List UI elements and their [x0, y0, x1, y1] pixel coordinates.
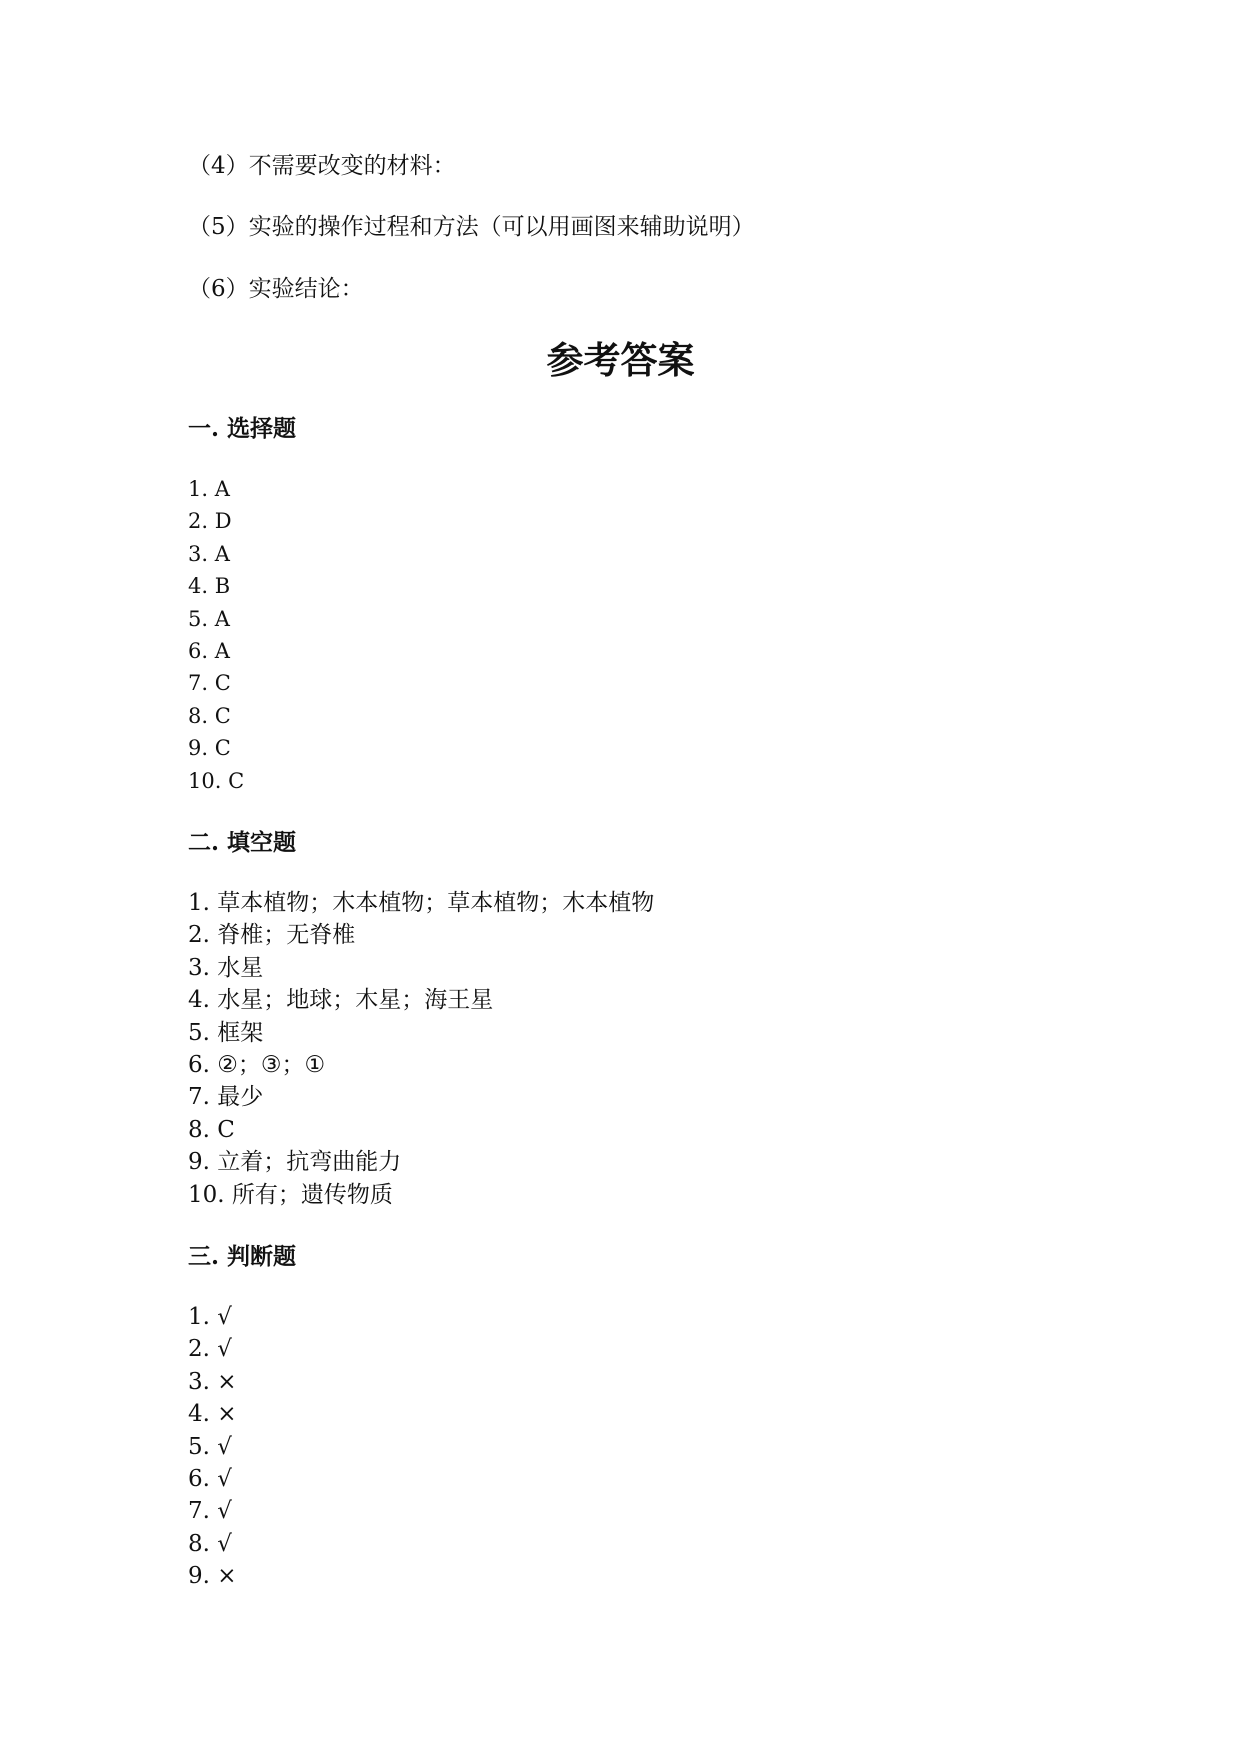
list-item: 4. ×	[188, 1401, 237, 1428]
list-item: 5. √	[188, 1433, 232, 1460]
true-false-answers	[188, 1301, 237, 1593]
list-item: 10. 所有；遗传物质	[188, 1181, 393, 1208]
question-4-materials-unchanged: （4）不需要改变的材料：	[188, 153, 456, 179]
question-6-experiment-conclusion: （6）实验结论：	[188, 276, 364, 302]
list-item: 5. A	[188, 606, 230, 631]
list-item: 1. √	[188, 1304, 232, 1330]
list-item: 7. 最少	[188, 1084, 264, 1111]
list-item: 6. ②；③；①	[188, 1051, 326, 1078]
question-5-experiment-procedure: （5）实验的操作过程和方法（可以用画图来辅助说明）	[188, 214, 755, 240]
list-item: 3. A	[188, 541, 230, 566]
section-heading-true-false: 三. 判断题	[188, 1243, 297, 1270]
fill-in-blank-answers	[188, 887, 654, 1211]
list-item: 10. C	[188, 768, 245, 793]
list-item: 4. 水星；地球；木星；海王星	[188, 987, 494, 1014]
list-item: 9. 立着；抗弯曲能力	[188, 1149, 402, 1176]
list-item: 4. B	[188, 574, 231, 599]
list-item: 7. C	[188, 671, 231, 696]
list-item: 3. 水星	[188, 954, 264, 981]
list-item: 9. C	[188, 736, 231, 761]
list-item: 6. A	[188, 638, 230, 663]
list-item: 2. 脊椎；无脊椎	[188, 922, 356, 949]
list-item: 8. √	[188, 1530, 232, 1557]
list-item: 8. C	[188, 703, 231, 728]
multiple-choice-answers	[188, 473, 244, 797]
list-item: 7. √	[188, 1498, 232, 1525]
list-item: 1. 草本植物；木本植物；草本植物；木本植物	[188, 890, 655, 916]
list-item: 5. 框架	[188, 1019, 264, 1046]
list-item: 2. √	[188, 1336, 232, 1363]
section-heading-multiple-choice: 一. 选择题	[188, 415, 297, 442]
list-item: 3. ×	[188, 1368, 237, 1395]
list-item: 1. A	[188, 477, 230, 501]
list-item: 8. C	[188, 1116, 235, 1143]
answer-title: 参考答案	[546, 338, 695, 382]
list-item: 2. D	[188, 509, 232, 534]
list-item: 6. √	[188, 1465, 232, 1492]
list-item: 9. ×	[188, 1563, 237, 1590]
section-heading-fill-in-blank: 二. 填空题	[188, 829, 297, 856]
